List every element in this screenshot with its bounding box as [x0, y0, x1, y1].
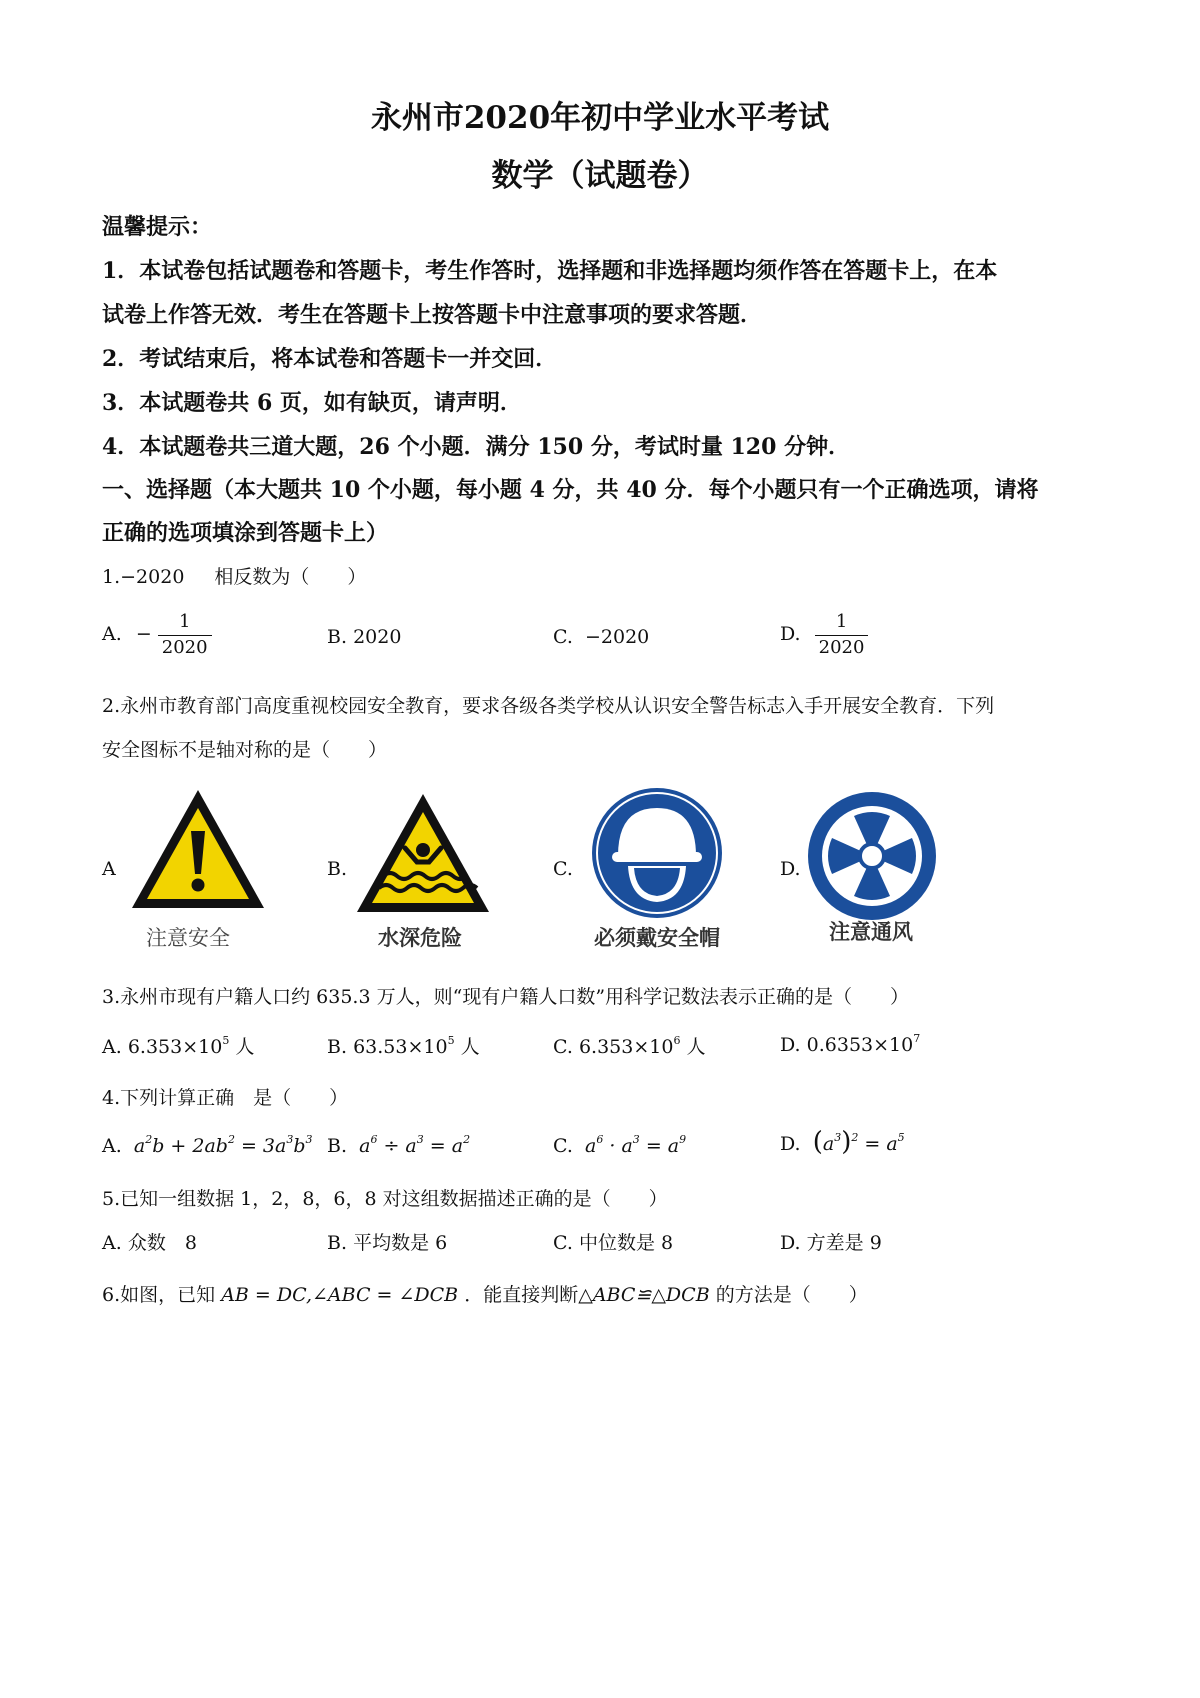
q3-option-b [327, 1032, 480, 1059]
q4-option-a-expression: $a^2b + 2ab^2 = 3a^3b^3$ [133, 1133, 313, 1157]
q5-option-c-text: 中位数是 8 [578, 1232, 674, 1254]
q3-option-c-label: C. [553, 1036, 573, 1058]
q2-option-d-caption: 注意通风 [829, 919, 913, 944]
q4-option-a-label: A. [102, 1135, 122, 1157]
section-1-heading-line-1: 一、选择题（本大题共 10 个小题，每小题 4 分，共 40 分．每个小题只有一个正确选项，请将 [102, 477, 1039, 503]
q3-option-d [780, 1032, 920, 1056]
q2-option-b-label: B. [327, 858, 348, 880]
q3-option-a-exponent: 5 [222, 1034, 230, 1047]
q1-option-a-denominator: 2020 [161, 636, 208, 658]
q4-option-d [780, 1127, 905, 1157]
q1-option-b [327, 626, 401, 648]
q1-option-d-label: D. [780, 623, 801, 646]
q1-option-b-label: B. [327, 626, 348, 648]
q6-condition: AB = DC,∠ABC = ∠DCB [221, 1284, 459, 1306]
q4-option-b [327, 1133, 470, 1157]
q4-option-c [553, 1133, 686, 1157]
q3-option-a-label: A. [102, 1036, 122, 1058]
q5-option-d-text: 方差是 9 [806, 1232, 882, 1254]
q3-option-a-coefficient: 6.353×10 [127, 1036, 223, 1058]
q2-option-a-caption: 注意安全 [146, 926, 230, 950]
q1-option-d-fraction [815, 612, 869, 658]
q1-text: 相反数为（ ） [214, 566, 367, 588]
q1-option-d-denominator: 2020 [818, 636, 865, 658]
q1-option-a [102, 612, 212, 658]
q3-option-c-exponent: 6 [673, 1034, 681, 1047]
q1-option-d [780, 612, 868, 658]
caution-sign-icon [128, 786, 268, 914]
q1-option-c-label: C. [553, 626, 573, 648]
q5-option-d [780, 1228, 882, 1255]
q1-option-d-numerator: 1 [815, 612, 869, 636]
q3-option-b-unit: 人 [460, 1036, 480, 1058]
q6-congruence: △ABC≌△DCB [578, 1284, 710, 1306]
q1-option-c [553, 626, 649, 648]
q3-option-d-label: D. [780, 1034, 801, 1056]
q5-option-c-label: C. [553, 1232, 573, 1254]
q3-option-a-unit: 人 [235, 1036, 255, 1058]
notice-item-2: 2．考试结束后，将本试卷和答题卡一并交回． [102, 346, 558, 372]
q5-option-a-label: A. [102, 1232, 122, 1254]
q3-option-c-unit: 人 [686, 1036, 706, 1058]
q2-option-d-label: D. [780, 858, 801, 880]
q4-option-b-label: B. [327, 1135, 348, 1157]
deep-water-sign-icon [353, 790, 493, 918]
question-6 [102, 1280, 868, 1307]
notice-item-1-line-1: 1．本试卷包括试题卷和答题卡，考生作答时，选择题和非选择题均须作答在答题卡上，在本 [102, 258, 998, 284]
q4-option-b-expression: $a^6 \div a^3 = a^2$ [359, 1133, 471, 1157]
q6-prefix: 6.如图，已知 [102, 1284, 216, 1306]
q1-option-a-sign: − [135, 623, 152, 646]
q3-option-d-coefficient: 0.6353×10 [806, 1034, 914, 1056]
q4-option-a [102, 1133, 313, 1157]
q2-option-c-caption: 必须戴安全帽 [594, 925, 720, 950]
q5-option-a-text: 众数 8 [127, 1232, 197, 1254]
q1-option-a-label: A. [102, 623, 122, 646]
q1-option-a-numerator: 1 [158, 612, 212, 636]
q3-option-b-label: B. [327, 1036, 348, 1058]
q3-option-b-coefficient: 63.53×10 [353, 1036, 448, 1058]
safety-helmet-sign-icon [590, 786, 724, 920]
q5-option-b-text: 平均数是 6 [353, 1232, 448, 1254]
notice-item-4: 4．本试题卷共三道大题，26 个小题．满分 150 分，考试时量 120 分钟． [102, 434, 851, 460]
q4-option-d-label: D. [780, 1133, 801, 1155]
q4-option-c-expression: $a^6 \cdot a^3 = a^9$ [585, 1133, 687, 1157]
notice-item-3: 3．本试题卷共 6 页，如有缺页，请声明． [102, 390, 522, 416]
q1-number: −2020 [120, 566, 185, 588]
q4-option-c-label: C. [553, 1135, 573, 1157]
notice-item-1-line-2: 试卷上作答无效．考生在答题卡上按答题卡中注意事项的要求答题． [102, 302, 763, 328]
q5-option-b [327, 1228, 447, 1255]
q5-option-a [102, 1228, 197, 1255]
q3-option-c-coefficient: 6.353×10 [578, 1036, 674, 1058]
question-2-line-2: 安全图标不是轴对称的是（ ） [102, 739, 388, 761]
q3-option-c [553, 1032, 706, 1059]
ventilation-sign-icon [806, 790, 938, 922]
q1-prefix: 1. [102, 566, 121, 588]
q6-middle-text: ．能直接判断 [464, 1284, 579, 1306]
q1-option-b-value: 2020 [353, 626, 402, 648]
q4-option-d-expression: $(a^3)^2 = a^5$ [812, 1127, 905, 1157]
question-1 [102, 562, 366, 589]
notice-heading: 温馨提示： [102, 214, 213, 240]
q5-option-d-label: D. [780, 1232, 801, 1254]
q3-option-d-exponent: 7 [913, 1032, 921, 1045]
q3-option-b-exponent: 5 [447, 1034, 455, 1047]
exam-title: 永州市2020年初中学业水平考试 [370, 100, 830, 136]
q6-suffix: 的方法是（ ） [715, 1284, 868, 1306]
section-1-heading-line-2: 正确的选项填涂到答题卡上） [102, 520, 389, 546]
question-4: 4.下列计算正确 是（ ） [102, 1087, 349, 1109]
q2-option-a-label: A [102, 858, 116, 880]
q3-option-a [102, 1032, 254, 1059]
q5-option-b-label: B. [327, 1232, 348, 1254]
exam-subtitle: 数学（试题卷） [491, 158, 709, 194]
question-3: 3.永州市现有户籍人口约 635.3 万人，则“现有户籍人口数”用科学记数法表示正确的是（ ） [102, 986, 910, 1008]
q5-option-c [553, 1228, 673, 1255]
q1-option-c-value: −2020 [585, 626, 650, 648]
question-5: 5.已知一组数据 1，2，8，6，8 对这组数据描述正确的是（ ） [102, 1188, 668, 1210]
q2-option-c-label: C. [553, 858, 573, 880]
question-2-line-1: 2.永州市教育部门高度重视校园安全教育，要求各级各类学校从认识安全警告标志入手开展安全教育．下列 [102, 695, 995, 717]
q2-option-b-caption: 水深危险 [378, 925, 462, 950]
q1-option-a-fraction [158, 612, 212, 658]
